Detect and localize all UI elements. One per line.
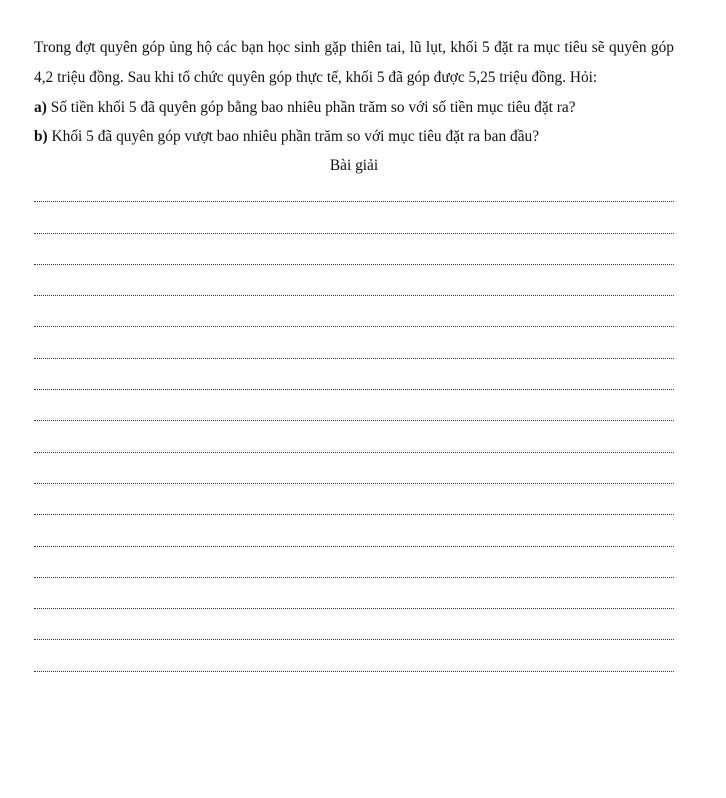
answer-line[interactable] [34,527,674,558]
question-a-marker: a) [34,99,47,116]
answer-line[interactable] [34,308,674,339]
question-a-text: Số tiền khối 5 đã quyên góp bằng bao nhiêu phần trăm so với số tiền mục tiêu đặt ra? [50,99,576,116]
answer-line[interactable] [34,339,674,370]
question-a [34,93,674,122]
answer-line[interactable] [34,590,674,621]
answer-lines [34,183,674,684]
answer-line[interactable] [34,496,674,527]
answer-line[interactable] [34,277,674,308]
answer-line[interactable] [34,621,674,652]
question-b-text: Khối 5 đã quyên góp vượt bao nhiêu phần trăm so với mục tiêu đặt ra ban đầu? [51,128,540,145]
answer-line[interactable] [34,559,674,590]
answer-line[interactable] [34,465,674,496]
answer-line[interactable] [34,214,674,245]
answer-line[interactable] [34,371,674,402]
worksheet [34,33,674,684]
answer-line[interactable] [34,402,674,433]
question-b-marker: b) [34,128,48,145]
answer-line[interactable] [34,652,674,683]
solution-heading: Bài giải [329,157,379,174]
answer-line[interactable] [34,433,674,464]
answer-line[interactable] [34,183,674,214]
answer-line[interactable] [34,246,674,277]
question-b [34,122,674,151]
problem-statement: Trong đợt quyên góp ủng hộ các bạn học sinh gặp thiên tai, lũ lụt, khối 5 đặt ra mục tiêu sẽ quyên góp 4,2 triệu đồng. Sau khi tổ chức quyên góp thực tế, khối 5 đã góp được 5,25 triệu đồng. Hỏi: [34,39,674,86]
